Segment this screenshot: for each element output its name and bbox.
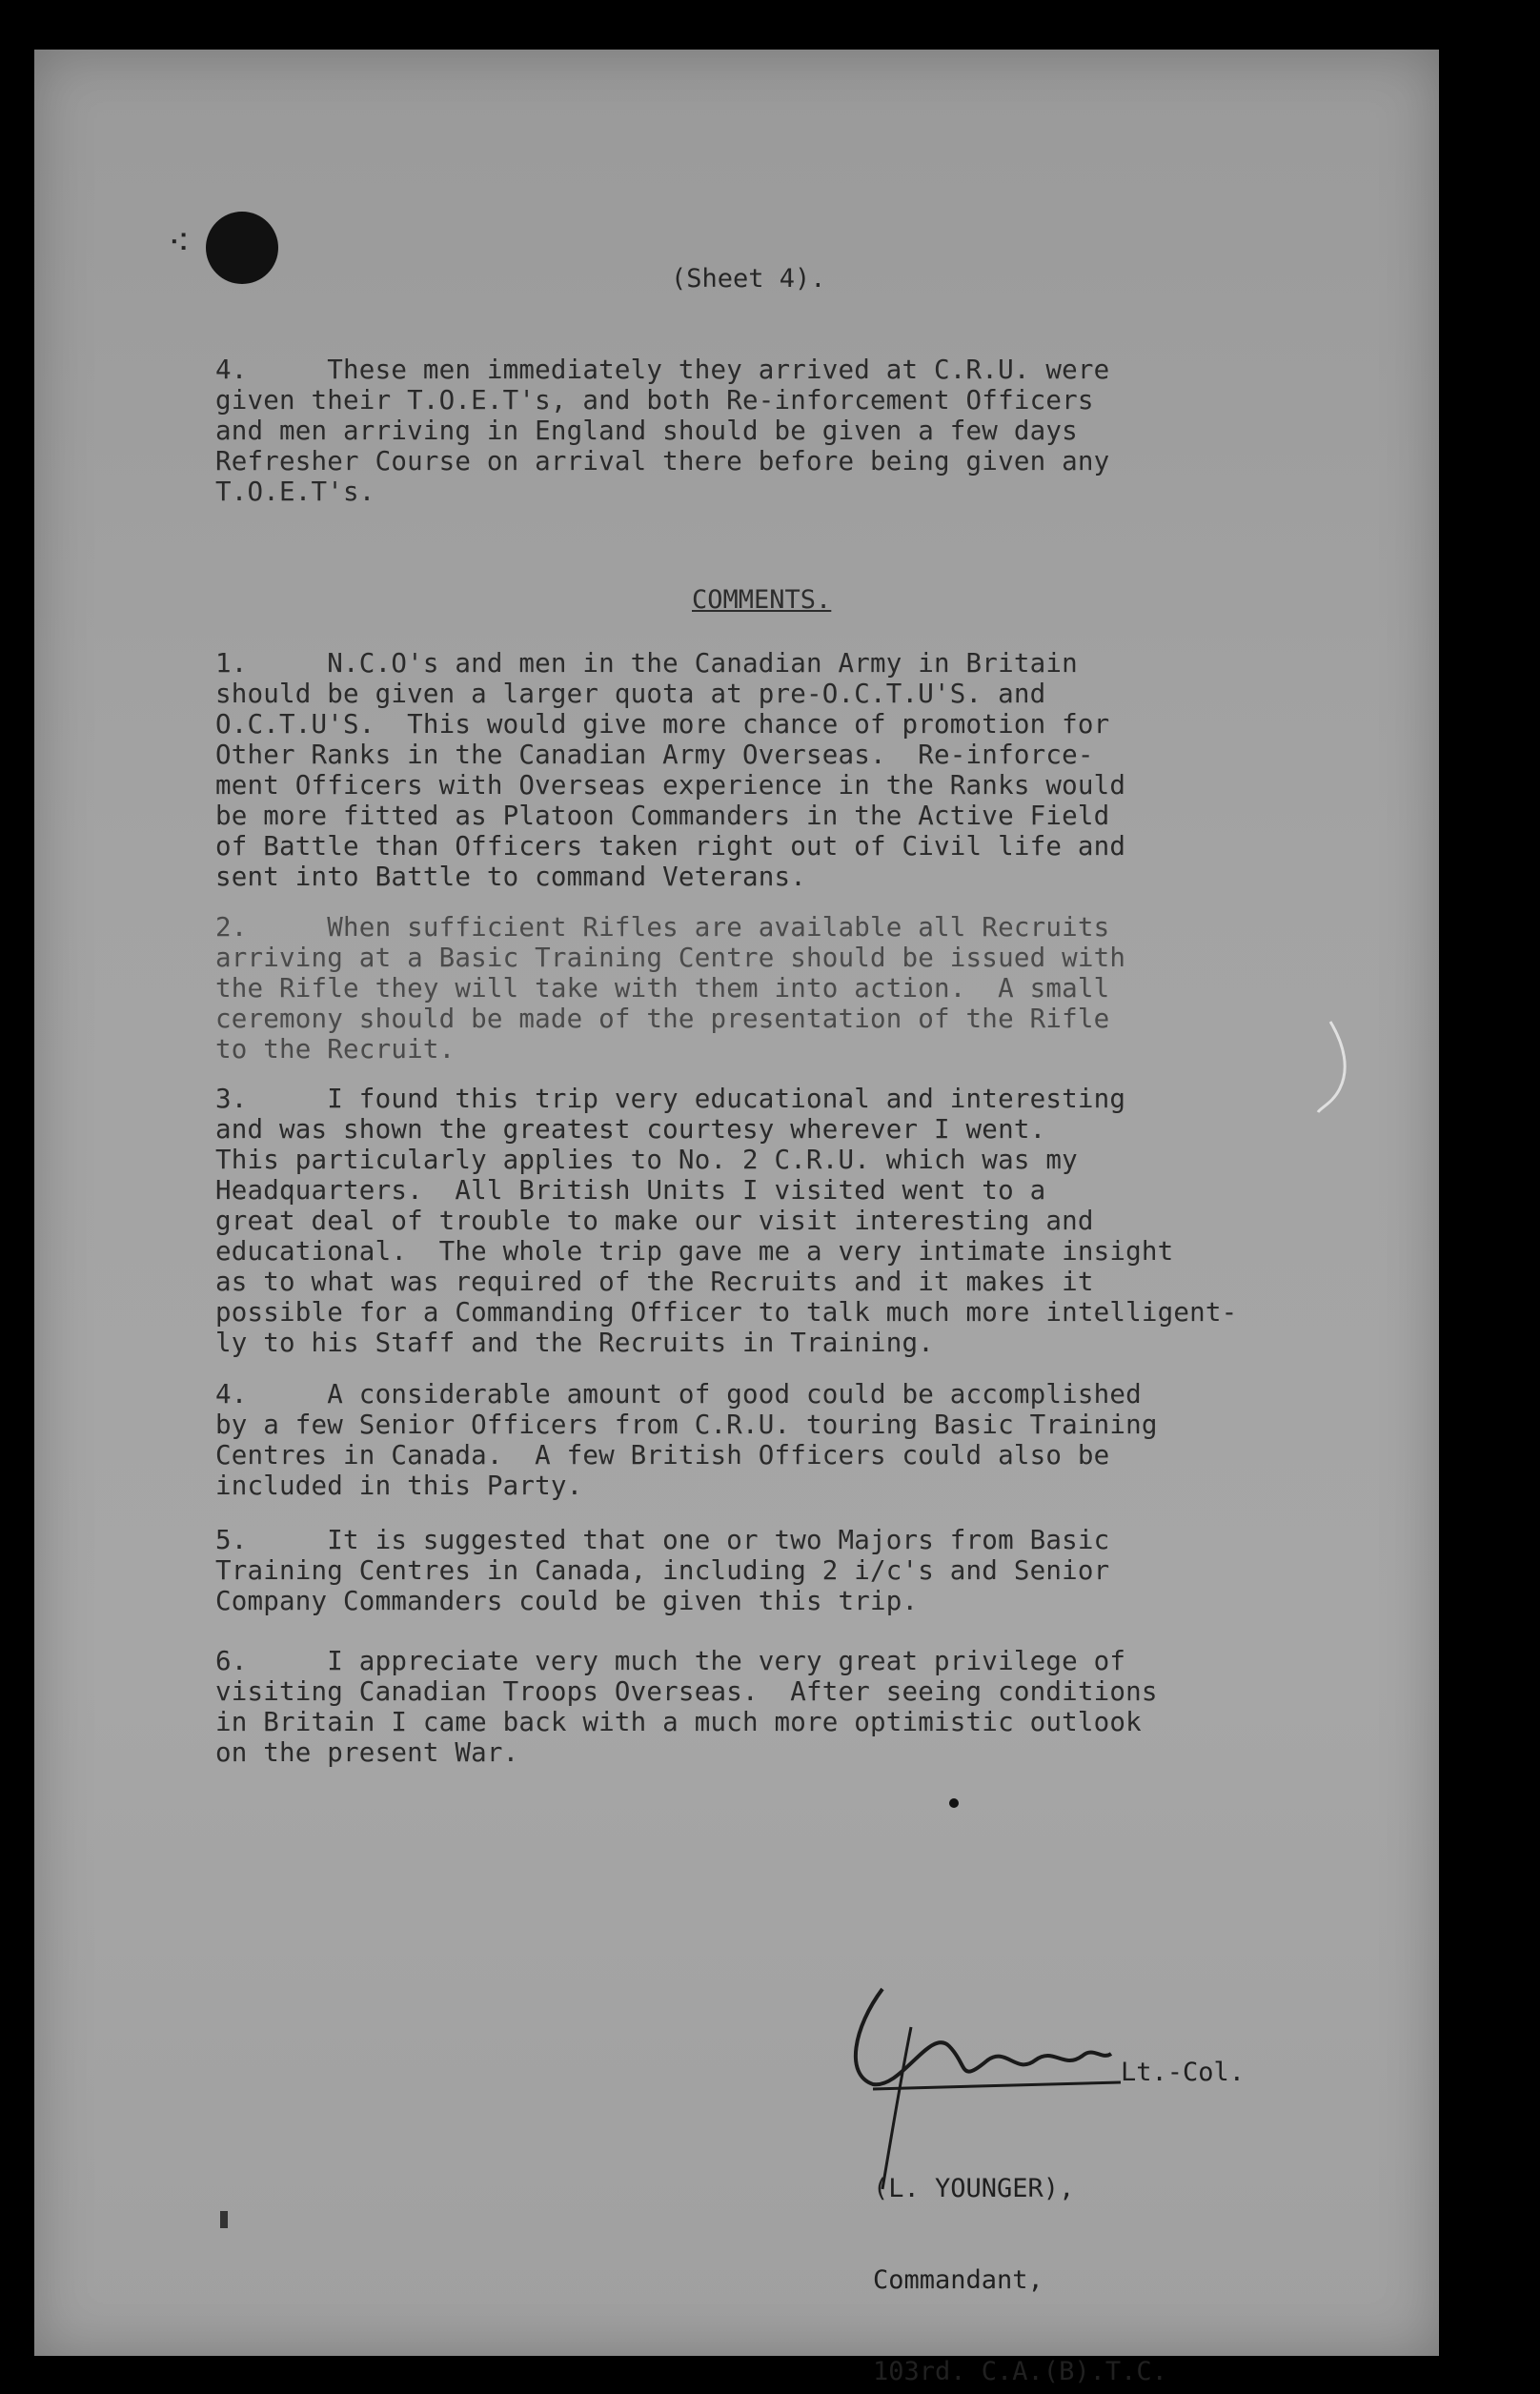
comment-5-line: Training Centres in Canada, including 2 i/c's and Senior bbox=[215, 1555, 1110, 1586]
comment-3-line: great deal of trouble to make our visit interesting and bbox=[215, 1206, 1094, 1236]
comment-3-line: educational. The whole trip gave me a very intimate insight bbox=[215, 1236, 1174, 1267]
punch-hole bbox=[206, 212, 278, 284]
comment-4-line: Centres in Canada. A few British Officers could also be bbox=[215, 1440, 1110, 1471]
comment-6-line: in Britain I came back with a much more optimistic outlook bbox=[215, 1707, 1142, 1737]
punch-mark: ⁖ bbox=[168, 221, 191, 265]
comment-3-line: This particularly applies to No. 2 C.R.U. which was my bbox=[215, 1145, 1078, 1175]
comment-1 bbox=[215, 648, 1359, 892]
comment-4-line: 4. A considerable amount of good could be accomplished bbox=[215, 1379, 1142, 1410]
comment-5-line: 5. It is suggested that one or two Majors from Basic bbox=[215, 1525, 1110, 1555]
intro-line: and men arriving in England should be given a few days bbox=[215, 416, 1078, 446]
signature-block bbox=[873, 2113, 1167, 2394]
signature-title: Commandant, bbox=[873, 2265, 1044, 2295]
comment-3 bbox=[215, 1084, 1359, 1358]
signature-rank: Lt.-Col. bbox=[1121, 2058, 1246, 2087]
comment-2-line: ceremony should be made of the presentation of the Rifle bbox=[215, 1004, 1110, 1034]
comment-1-line: Other Ranks in the Canadian Army Overseas. Re-inforce- bbox=[215, 740, 1094, 770]
comment-1-line: sent into Battle to command Veterans. bbox=[215, 862, 806, 892]
comment-3-line: possible for a Commanding Officer to talk much more intelligent- bbox=[215, 1297, 1238, 1328]
comment-2 bbox=[215, 912, 1359, 1065]
comment-3-line: 3. I found this trip very educational and interesting bbox=[215, 1084, 1126, 1114]
comment-1-line: be more fitted as Platoon Commanders in the Active Field bbox=[215, 801, 1110, 831]
comment-6 bbox=[215, 1646, 1359, 1768]
comment-3-line: Headquarters. All British Units I visited went to a bbox=[215, 1175, 1046, 1206]
margin-squiggle bbox=[1316, 1017, 1354, 1122]
signature-unit: 103rd. C.A.(B).T.C. bbox=[873, 2357, 1167, 2386]
comment-2-line: arriving at a Basic Training Centre should be issued with bbox=[215, 943, 1126, 973]
margin-mark bbox=[220, 2211, 228, 2228]
intro-line: given their T.O.E.T's, and both Re-inforcement Officers bbox=[215, 385, 1094, 416]
comment-1-line: 1. N.C.O's and men in the Canadian Army in Britain bbox=[215, 648, 1078, 679]
comment-2-line: to the Recruit. bbox=[215, 1034, 456, 1065]
comment-2-line: 2. When sufficient Rifles are available all Recruits bbox=[215, 912, 1110, 943]
intro-paragraph bbox=[215, 355, 1359, 507]
comment-1-line: should be given a larger quota at pre-O.C.T.U'S. and bbox=[215, 679, 1046, 709]
comment-3-line: and was shown the greatest courtesy wherever I went. bbox=[215, 1114, 1046, 1145]
comment-3-line: as to what was required of the Recruits and it makes it bbox=[215, 1267, 1094, 1297]
comment-5 bbox=[215, 1525, 1359, 1616]
intro-line: 4. These men immediately they arrived at C.R.U. were bbox=[215, 355, 1110, 385]
intro-line: T.O.E.T's. bbox=[215, 477, 375, 507]
comment-5-line: Company Commanders could be given this trip. bbox=[215, 1586, 919, 1616]
comment-1-line: ment Officers with Overseas experience in the Ranks would bbox=[215, 770, 1126, 801]
comment-6-line: on the present War. bbox=[215, 1737, 519, 1768]
intro-line: Refresher Course on arrival there before being given any bbox=[215, 446, 1110, 477]
comment-1-line: O.C.T.U'S. This would give more chance of promotion for bbox=[215, 709, 1110, 740]
comment-2-line: the Rifle they will take with them into action. A small bbox=[215, 973, 1110, 1004]
ink-dot bbox=[949, 1798, 959, 1808]
comment-6-line: 6. I appreciate very much the very great privilege of bbox=[215, 1646, 1126, 1676]
signature-name: (L. YOUNGER), bbox=[873, 2174, 1075, 2203]
comment-4 bbox=[215, 1379, 1359, 1501]
comment-4-line: included in this Party. bbox=[215, 1471, 583, 1501]
sheet-label: (Sheet 4). bbox=[671, 264, 826, 294]
comment-1-line: of Battle than Officers taken right out of Civil life and bbox=[215, 831, 1126, 862]
comment-6-line: visiting Canadian Troops Overseas. After seeing conditions bbox=[215, 1676, 1158, 1707]
comment-4-line: by a few Senior Officers from C.R.U. touring Basic Training bbox=[215, 1410, 1158, 1440]
document-page bbox=[34, 50, 1439, 2386]
comment-3-line: ly to his Staff and the Recruits in Training. bbox=[215, 1328, 935, 1358]
comments-heading: COMMENTS. bbox=[692, 585, 832, 615]
